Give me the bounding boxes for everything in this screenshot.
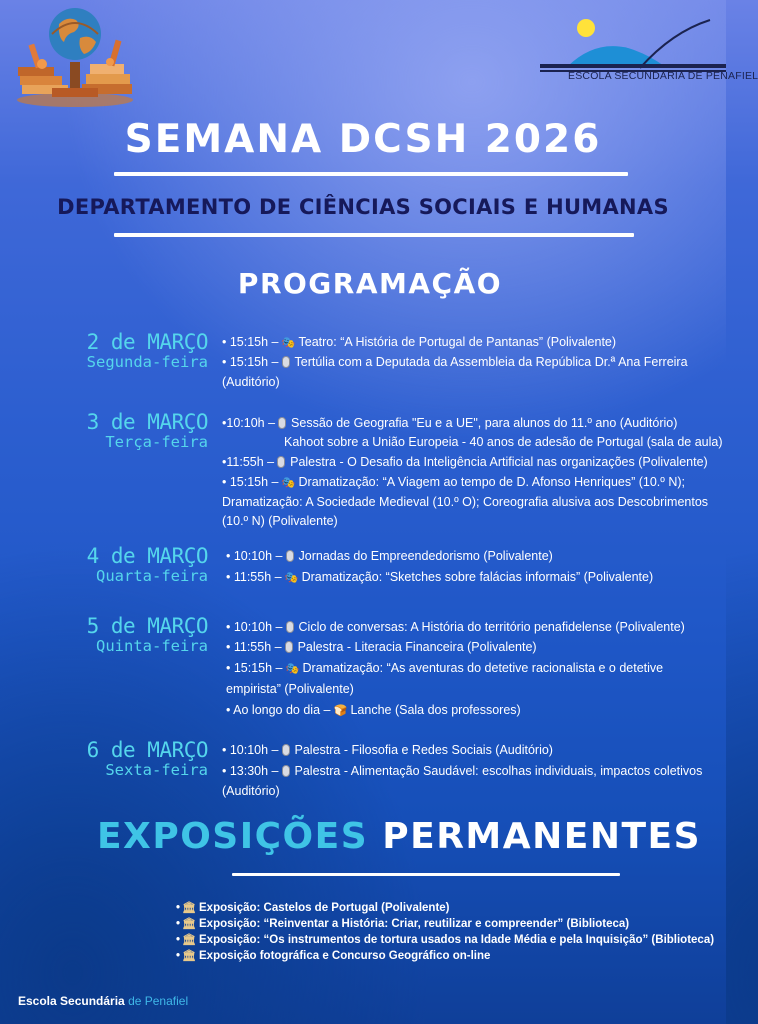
section-title-exposicoes: EXPOSIÇÕES PERMANENTES	[96, 816, 702, 857]
event-line: • 15:15h – 🎭 Dramatização: “A Viagem ao tempo de D. Afonso Henriques” (10.º N);	[222, 475, 685, 489]
event-line: (10.º N) (Polivalente)	[222, 514, 338, 528]
event-line: (Auditório)	[222, 784, 280, 798]
exhibition-item: • 🏛 Exposição fotográfica e Concurso Geográfico on-line	[176, 948, 490, 965]
museum-icon: 🏛	[182, 902, 196, 914]
museum-icon: 🏛	[182, 934, 196, 946]
event-line: • 13:30h – Palestra - Alimentação Saudável: escolhas individuais, impactos coletivos	[222, 764, 703, 778]
microphone-icon	[286, 550, 294, 562]
day-date: 5 de MARÇO	[86, 614, 208, 638]
event-line: • Ao longo do dia – 🍞 Lanche (Sala dos professores)	[226, 703, 521, 717]
day-date: 6 de MARÇO	[86, 738, 208, 762]
theater-masks-icon: 🎭	[281, 477, 296, 489]
footer-school-name: Escola Secundária de Penafiel	[18, 994, 189, 1008]
event-line: • 10:10h – Jornadas do Empreendedorismo (Polivalente)	[226, 549, 553, 563]
event-line: empirista” (Polivalente)	[226, 682, 354, 696]
event-line: • 15:15h – 🎭 Dramatização: “As aventuras do detetive racionalista e o detetive	[226, 661, 664, 675]
day-weekday: Sexta-feira	[105, 761, 208, 779]
day-weekday: Quarta-feira	[96, 567, 208, 585]
theater-masks-icon: 🎭	[285, 663, 300, 675]
microphone-icon	[285, 641, 293, 653]
event-line: • 10:10h – Ciclo de conversas: A História do território penafidelense (Polivalente)	[226, 620, 685, 634]
food-icon: 🍞	[333, 705, 348, 717]
microphone-icon	[277, 456, 285, 468]
school-logo-text: ESCOLA SECUNDÁRIA DE PENAFIEL	[568, 70, 758, 82]
exhibition-item: • 🏛 Exposição: Castelos de Portugal (Polivalente)	[176, 900, 450, 917]
museum-icon: 🏛	[182, 918, 196, 930]
exhibition-item: • 🏛 Exposição: “Os instrumentos de tortura usados na Idade Média e pela Inquisição” (Biblioteca)	[176, 932, 714, 949]
divider	[114, 233, 634, 237]
day-weekday: Segunda-feira	[86, 353, 208, 371]
museum-icon: 🏛	[182, 950, 196, 962]
microphone-icon	[282, 744, 290, 756]
event-line: (Auditório)	[222, 375, 280, 389]
event-line: • 10:10h – Palestra - Filosofia e Redes Sociais (Auditório)	[222, 743, 553, 757]
event-line: Kahoot sobre a União Europeia - 40 anos de adesão de Portugal (sala de aula)	[284, 435, 723, 449]
event-line: • 11:55h – Palestra - Literacia Financeira (Polivalente)	[226, 640, 537, 654]
divider	[114, 172, 628, 176]
event-line: •10:10h – Sessão de Geografia "Eu e a UE", para alunos do 11.º ano (Auditório)	[222, 416, 678, 430]
theater-masks-icon: 🎭	[284, 572, 299, 584]
globe-books-illustration	[12, 4, 138, 108]
department-name: DEPARTAMENTO DE CIÊNCIAS SOCIAIS E HUMANAS	[57, 195, 669, 219]
day-date: 2 de MARÇO	[86, 330, 208, 354]
event-line: • 15:15h – Tertúlia com a Deputada da Assembleia da República Dr.ª Ana Ferreira	[222, 355, 688, 369]
page-title: SEMANA DCSH 2026	[124, 117, 602, 162]
microphone-icon	[278, 417, 286, 429]
event-line: • 15:15h – 🎭 Teatro: “A História de Portugal de Pantanas” (Polivalente)	[222, 335, 617, 349]
day-weekday: Quinta-feira	[96, 637, 208, 655]
theater-masks-icon: 🎭	[281, 337, 296, 349]
microphone-icon	[282, 765, 290, 777]
event-line: •11:55h – Palestra - O Desafio da Inteligência Artificial nas organizações (Polivalente)	[222, 455, 708, 469]
day-date: 4 de MARÇO	[86, 544, 208, 568]
section-title-programacao: PROGRAMAÇÃO	[237, 267, 503, 300]
divider	[232, 873, 620, 876]
event-line: • 11:55h – 🎭 Dramatização: “Sketches sobre falácias informais” (Polivalente)	[226, 570, 654, 584]
event-line: Dramatização: A Sociedade Medieval (10.º O); Coreografia alusiva aos Descobrimentos	[222, 495, 709, 509]
exhibition-item: • 🏛 Exposição: “Reinventar a História: Criar, reutilizar e compreender” (Biblioteca)	[176, 916, 629, 933]
microphone-icon	[286, 621, 294, 633]
day-date: 3 de MARÇO	[86, 410, 208, 434]
day-weekday: Terça-feira	[105, 433, 208, 451]
microphone-icon	[282, 356, 290, 368]
